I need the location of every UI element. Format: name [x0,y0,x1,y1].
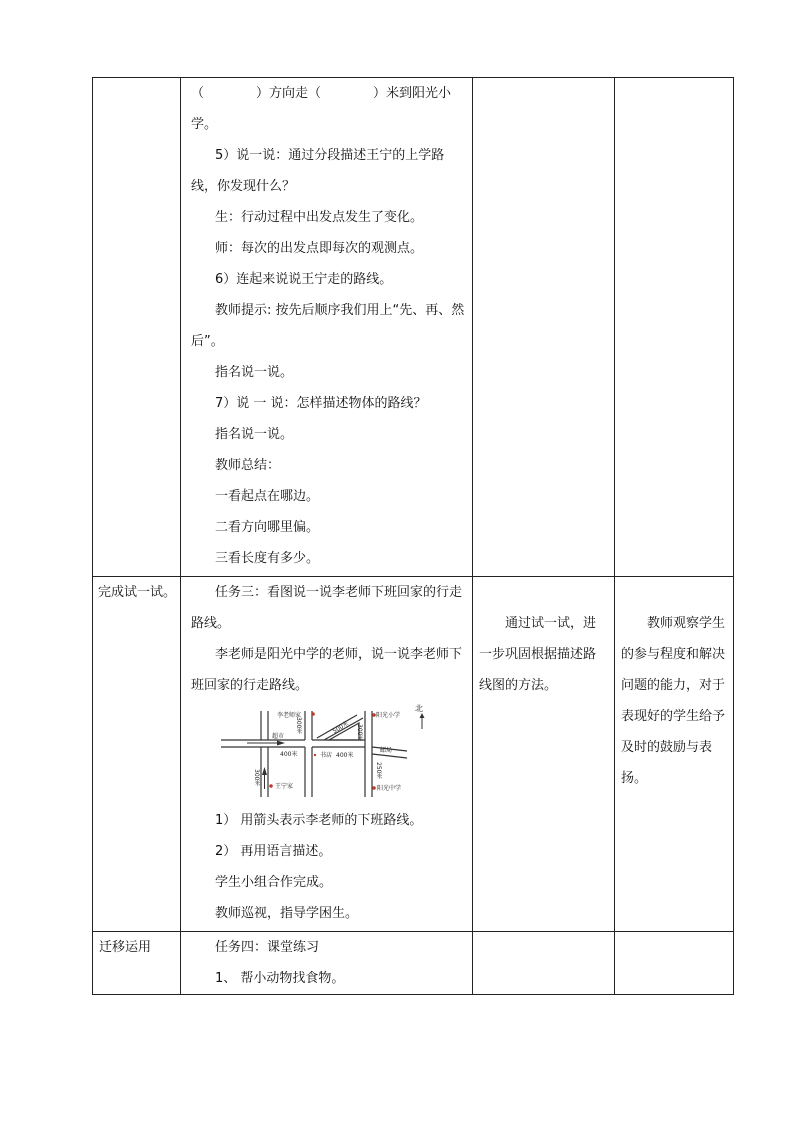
row3-eval-cell [615,932,734,995]
line-q7: 7）说 一 说：怎样描述物体的路线？ [215,396,427,411]
row1-intent-cell [473,78,615,577]
line-summary-2: 二看方向哪里偏。 [215,520,320,535]
line-direction-blank: （ ）方向走（ ）米到阳光小学。 [191,86,452,132]
task3-step-2: 2） 再用语言描述。 [215,844,332,859]
task3-step-4: 教师巡视，指导学困生。 [215,906,359,921]
task4-title: 任务四：课堂练习 [215,940,320,955]
route-map [217,704,453,799]
row2-label: 完成试一试。 [98,585,177,600]
bookstore-dot [314,754,316,756]
north-arrow-icon [420,713,425,718]
label-station: 邮局 [380,747,393,754]
wangning-home-dot [269,784,273,788]
label-sunshine-primary: 阳光小学 [376,712,401,719]
line-call-student: 指名说一说。 [215,365,294,380]
middle-school-dot [372,786,376,790]
label-d2: 500米 [331,719,350,736]
line-student-answer: 生：行动过程中出发点发生了变化。 [215,210,424,225]
label-d6: 300米 [253,769,260,787]
table-row-process [93,78,734,577]
task3-title: 任务三：看图说一说李老师下班回家的行走路线。 [191,585,463,631]
label-wangning-home: 王宁家 [275,783,294,790]
line-q5: 5）说一说：通过分段描述王宁的上学路线，你发现什么？ [191,148,445,194]
evaluation-text: 教师观察学生的参与程度和解决问题的能力，对于表现好的学生给予及时的鼓励与表扬。 [621,616,726,786]
label-bookstore: 书店 [320,752,333,759]
lesson-table [92,77,734,995]
label-d4: 400米 [280,751,298,758]
row2-label-cell [93,577,181,932]
map-arrow-up [262,767,267,775]
label-north: 北 [415,704,423,713]
task3-step-1: 1） 用箭头表示李老师的下班路线。 [215,813,423,828]
line-q6: 6）连起来说说王宁走的路线。 [215,272,393,287]
row3-label: 迁移运用 [99,940,152,955]
row1-eval-cell [615,78,734,577]
label-d7: 250米 [375,762,382,780]
task4-item-1: 1、 帮小动物找食物。 [215,971,345,986]
line-summary-1: 一看起点在哪边。 [215,489,320,504]
row3-intent-cell [473,932,615,995]
line-summary-title: 教师总结： [215,458,281,473]
label-teacher-home: 李老师家 [277,712,302,719]
table-row-transfer [93,932,734,995]
row2-content-cell [181,577,473,932]
line-teacher-note: 师：每次的出发点即每次的观测点。 [215,241,424,256]
line-summary-3: 三看长度有多少。 [215,551,320,566]
row3-label-cell [93,932,181,995]
label-d3: 300米 [356,724,363,742]
line-teacher-hint: 教师提示: 按先后顺序我们用上“先、再、然后”。 [191,303,465,349]
design-intent-text: 通过试一试，进一步巩固根据描述路线图的方法。 [479,616,597,693]
teacher-home-dot [311,712,315,716]
label-sunshine-middle: 阳光中学 [377,785,402,792]
row1-label-cell [93,78,181,577]
line-call-student-2: 指名说一说。 [215,427,294,442]
task3-desc: 李老师是阳光中学的老师，说一说李老师下班回家的行走路线。 [191,647,463,693]
row2-intent-cell [473,577,615,932]
row1-content-cell [181,78,473,577]
row2-eval-cell [615,577,734,932]
table-row-try [93,577,734,932]
task3-step-3: 学生小组合作完成。 [215,875,333,890]
label-d5: 400米 [336,752,354,759]
row3-content-cell [181,932,473,995]
label-d1: 300米 [295,717,302,735]
map-arrow-right [277,741,285,746]
label-supermarket: 超市 [272,733,285,740]
